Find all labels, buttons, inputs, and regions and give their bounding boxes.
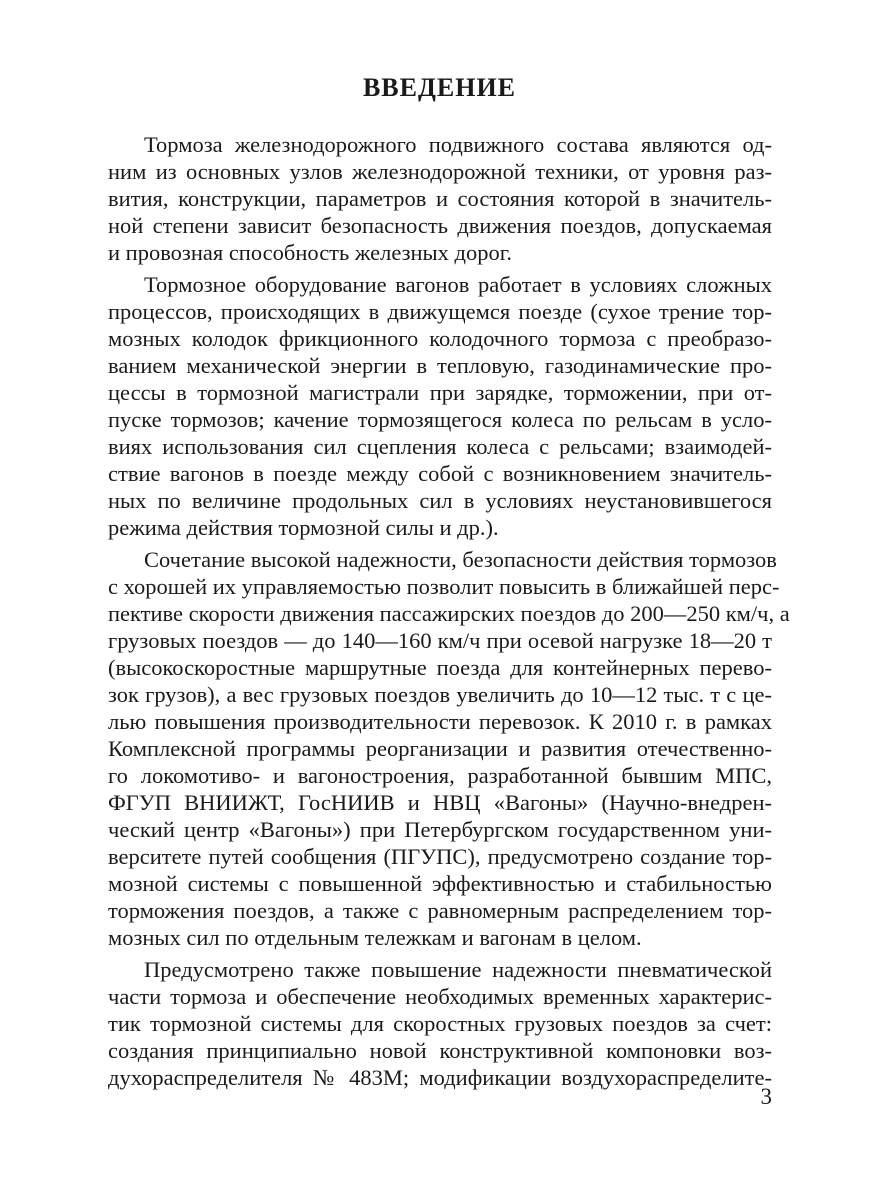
text-line: торможения поездов, а также с равномерным распределением тор- bbox=[108, 898, 772, 923]
text-line: ствие вагонов в поезде между собой с возникновением значитель- bbox=[108, 461, 772, 486]
text-line: режима действия тормозной силы и др.). bbox=[108, 515, 499, 540]
text-line: части тормоза и обеспечение необходимых временных характерис- bbox=[108, 984, 772, 1009]
text-line: Сочетание высокой надежности, безопасности действия тормозов bbox=[144, 547, 777, 572]
text-line: верситете путей сообщения (ПГУПС), предусмотрено создание тор- bbox=[108, 844, 772, 869]
text-line: тик тормозной системы для скоростных грузовых поездов за счет: bbox=[108, 1011, 772, 1036]
text-line: Предусмотрено также повышение надежности пневматической bbox=[144, 957, 772, 982]
body-text bbox=[108, 131, 790, 1091]
text-line: с хорошей их управляемостью позволит повысить в ближайшей перс- bbox=[108, 574, 780, 599]
text-line: ванием механической энергии в тепловую, газодинамические про- bbox=[108, 353, 772, 378]
text-line: зок грузов), а вес грузовых поездов увеличить до 10—12 тыс. т с це- bbox=[108, 682, 772, 707]
text-line: процессов, происходящих в движущемся поезде (сухое трение тор- bbox=[108, 299, 772, 324]
text-line: создания принципиально новой конструктивной компоновки воз- bbox=[108, 1038, 772, 1063]
text-line: пективе скорости движения пассажирских поездов до 200—250 км/ч, а bbox=[108, 601, 790, 626]
text-line: Тормоза железнодорожного подвижного состава являются од- bbox=[144, 132, 772, 157]
text-line: мозной системы с повышенной эффективностью и стабильностью bbox=[108, 871, 772, 896]
text-line: цессы в тормозной магистрали при зарядке, торможении, при от- bbox=[108, 380, 772, 405]
text-line: го локомотиво- и вагоностроения, разработанной бывшим МПС, bbox=[108, 763, 772, 788]
text-line: ной степени зависит безопасность движения поездов, допускаемая bbox=[108, 213, 772, 238]
text-line: грузовых поездов — до 140—160 км/ч при осевой нагрузке 18—20 т bbox=[108, 628, 772, 653]
text-line: и провозная способность железных дорог. bbox=[108, 240, 513, 265]
text-line: пуске тормозов; качение тормозящегося колеса по рельсам в усло- bbox=[108, 407, 772, 432]
text-line: ческий центр «Вагоны») при Петербургском государственном уни- bbox=[108, 817, 772, 842]
text-line: мозных сил по отдельным тележкам и вагонам в целом. bbox=[108, 925, 642, 950]
text-line: ним из основных узлов железнодорожной техники, от уровня раз- bbox=[108, 159, 772, 184]
text-line: Комплексной программы реорганизации и развития отечественно- bbox=[108, 736, 772, 761]
text-line: (высокоскоростные маршрутные поезда для контейнерных перево- bbox=[108, 655, 772, 680]
chapter-heading: ВВЕДЕНИЕ bbox=[362, 73, 517, 102]
text-line: ных по величине продольных сил в условиях неустановившегося bbox=[108, 488, 772, 513]
text-line: мозных колодок фрикционного колодочного тормоза с преобразо- bbox=[108, 326, 772, 351]
text-line: Тормозное оборудование вагонов работает в условиях сложных bbox=[144, 272, 772, 297]
text-line: вития, конструкции, параметров и состояния которой в значитель- bbox=[108, 186, 772, 211]
text-line: лью повышения производительности перевозок. К 2010 г. в рамках bbox=[108, 709, 772, 734]
text-line: ФГУП ВНИИЖТ, ГосНИИВ и НВЦ «Вагоны» (Научно-внедрен- bbox=[108, 790, 772, 815]
text-line: духораспределителя № 483М; модификации воздухораспределите- bbox=[108, 1065, 772, 1090]
page-number: 3 bbox=[760, 1084, 772, 1109]
text-line: виях использования сил сцепления колеса с рельсами; взаимодей- bbox=[108, 434, 772, 459]
